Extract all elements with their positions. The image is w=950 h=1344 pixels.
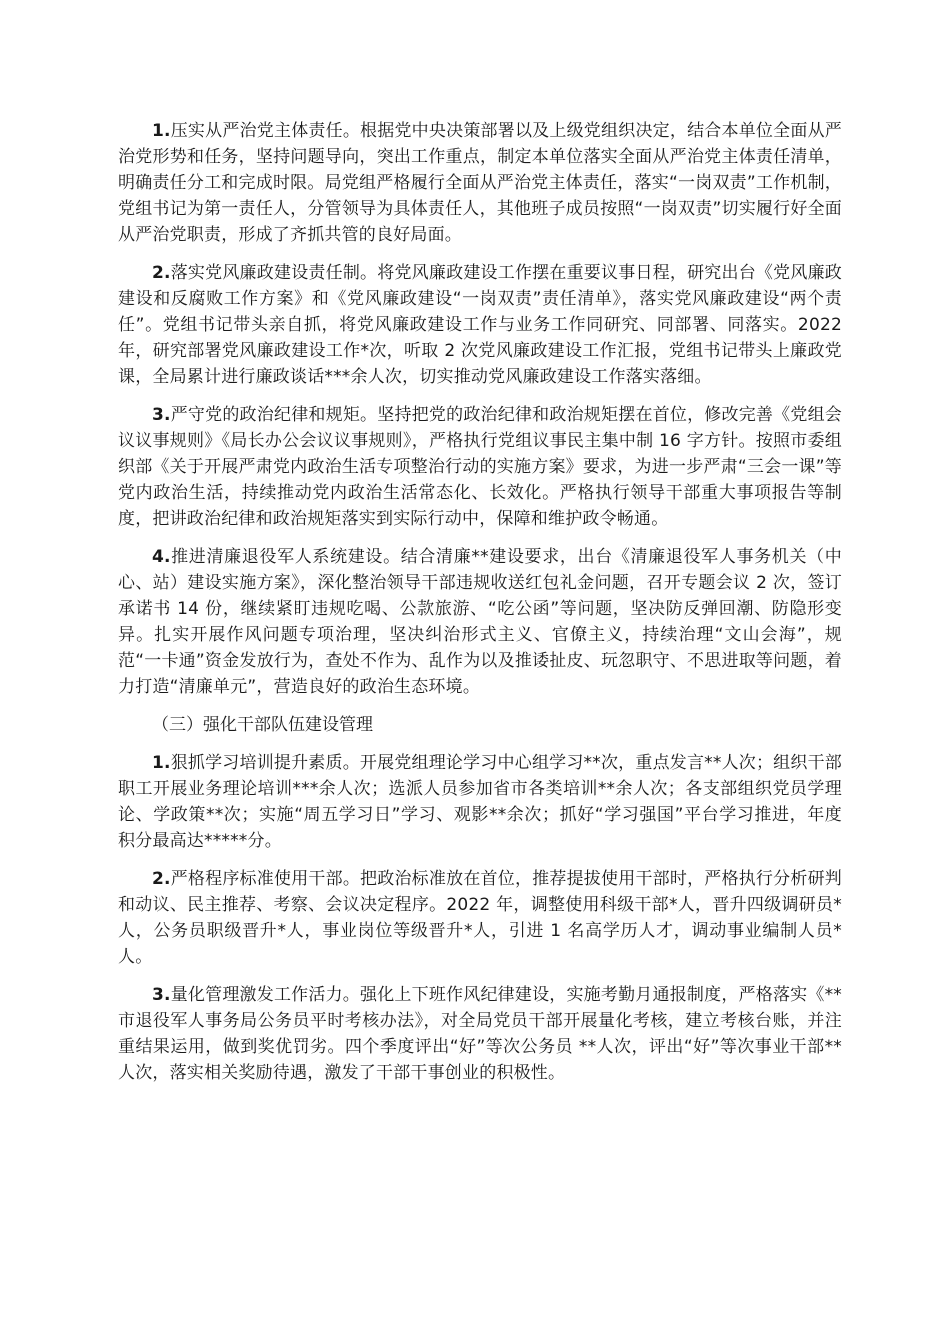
paragraph-2 [118,260,842,390]
paragraph-1 [118,118,842,248]
item-number: 4. [152,547,171,567]
item-number: 1. [152,753,171,773]
item-number: 1. [152,121,171,141]
paragraph-text: 严守党的政治纪律和规矩。坚持把党的政治纪律和政治规矩摆在首位，修改完善《党组会议议事规则》《局长办公会议议事规则》，严格执行党组议事民主集中制 16 字方针。按照市委组织部《关于开展严肃党内政治生活专项整治行动的实施方案》要求，为进一步严肃“三会一课”等党内政治生活，持续推动党内政治生活常态化、长效化。严格执行领导干部重大事项报告等制度，把讲政治纪律和政治规矩落实到实际行动中，保障和维护政令畅通。 [118,405,842,529]
paragraph-text: 推进清廉退役军人系统建设。结合清廉**建设要求，出台《清廉退役军人事务机关（中心、站）建设实施方案》，深化整治领导干部违规收送红包礼金问题，召开专题会议 2 次，签订承诺书 14 份，继续紧盯违规吃喝、公款旅游、“吃公函”等问题，坚决防反弹回潮、防隐形变异。扎实开展作风问题专项治理，坚决纠治形式主义、官僚主义，持续治理“文山会海”，规范“一卡通”资金发放行为，查处不作为、乱作为以及推诿扯皮、玩忽职守、不思进取等问题，着力打造“清廉单元”，营造良好的政治生态环境。 [118,547,842,697]
item-number: 3. [152,985,171,1005]
paragraph-text: 狠抓学习培训提升素质。开展党组理论学习中心组学习**次，重点发言**人次；组织干部职工开展业务理论培训***余人次；选派人员参加省市各类培训**余人次；各支部组织党员学理论、学政策**次；实施“周五学习日”学习、观影**余次；抓好“学习强国”平台学习推进，年度积分最高达*****分。 [118,753,842,851]
paragraph-6 [118,866,842,970]
paragraph-4 [118,544,842,700]
paragraph-5 [118,750,842,854]
item-number: 2. [152,869,171,889]
paragraph-3 [118,402,842,532]
paragraph-text: 量化管理激发工作活力。强化上下班作风纪律建设，实施考勤月通报制度，严格落实《**市退役军人事务局公务员平时考核办法》，对全局党员干部开展量化考核，建立考核台账，并注重结果运用，做到奖优罚劣。四个季度评出“好”等次公务员 **人次，评出“好”等次事业干部**人次，落实相关奖励待遇，激发了干部干事创业的积极性。 [118,985,842,1083]
document-page [118,118,842,1098]
item-number: 3. [152,405,171,425]
paragraph-text: 严格程序标准使用干部。把政治标准放在首位，推荐提拔使用干部时，严格执行分析研判和动议、民主推荐、考察、会议决定程序。2022 年，调整使用科级干部*人，晋升四级调研员*人，公务员职级晋升*人，事业岗位等级晋升*人，引进 1 名高学历人才，调动事业编制人员*人。 [118,869,842,967]
item-number: 2. [152,263,171,283]
section-heading: （三）强化干部队伍建设管理 [152,715,373,735]
paragraph-text: 落实党风廉政建设责任制。将党风廉政建设工作摆在重要议事日程，研究出台《党风廉政建设和反腐败工作方案》和《党风廉政建设“一岗双责”责任清单》，落实党风廉政建设“两个责任”。党组书记带头亲自抓，将党风廉政建设工作与业务工作同研究、同部署、同落实。2022 年，研究部署党风廉政建设工作*次，听取 2 次党风廉政建设工作汇报，党组书记带头上廉政党课，全局累计进行廉政谈话***余人次，切实推动党风廉政建设工作落实落细。 [118,263,842,387]
paragraph-text: 压实从严治党主体责任。根据党中央决策部署以及上级党组织决定，结合本单位全面从严治党形势和任务，坚持问题导向，突出工作重点，制定本单位落实全面从严治党主体责任清单，明确责任分工和完成时限。局党组严格履行全面从严治党主体责任，落实“一岗双责”工作机制，党组书记为第一责任人，分管领导为具体责任人，其他班子成员按照“一岗双责”切实履行好全面从严治党职责，形成了齐抓共管的良好局面。 [118,121,842,245]
paragraph-7 [118,982,842,1086]
